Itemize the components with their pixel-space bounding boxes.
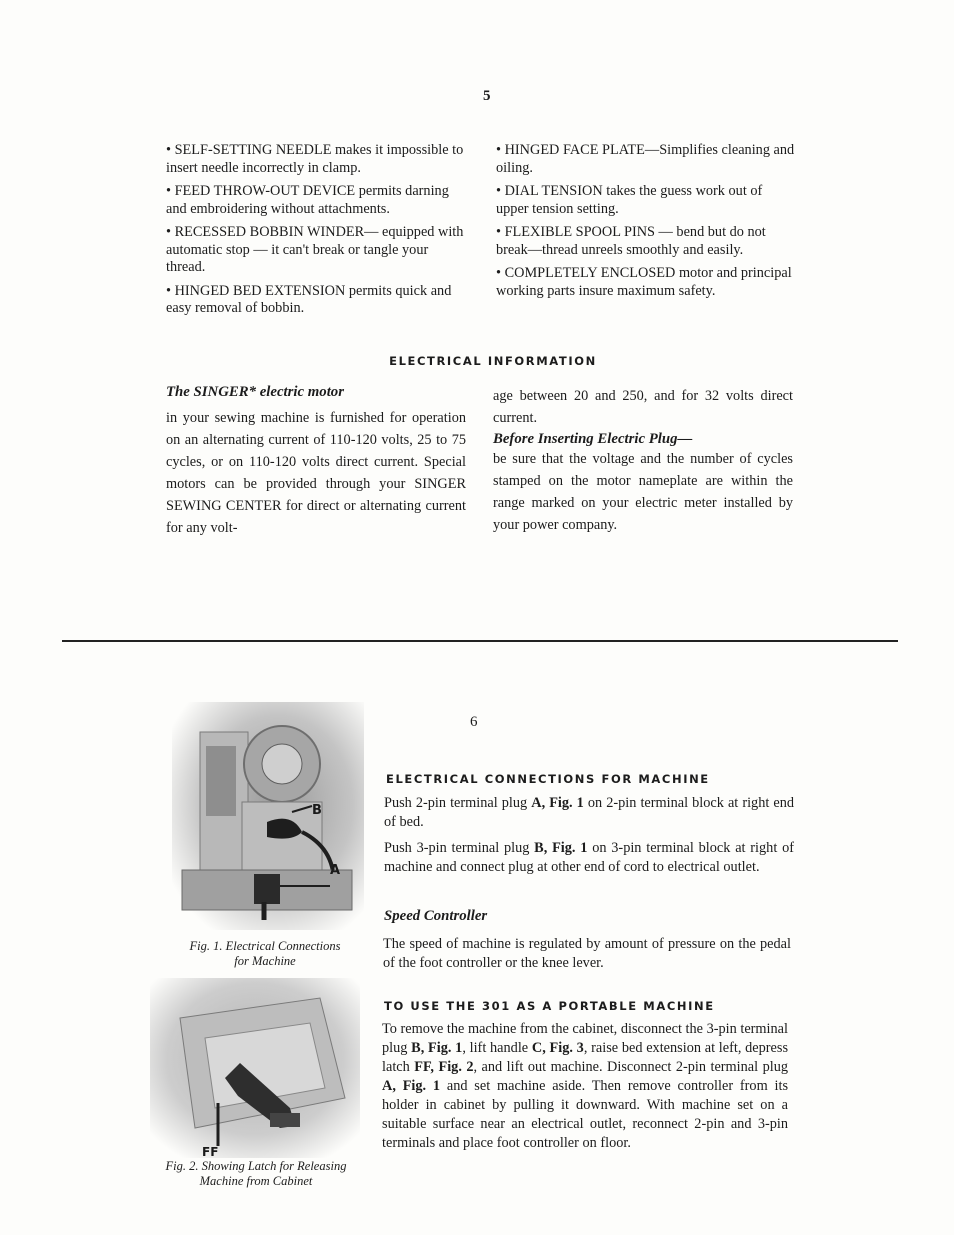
motor-subheading: The SINGER* electric motor xyxy=(166,384,344,400)
figure-1-photo xyxy=(172,702,364,930)
speed-controller-subheading: Speed Controller xyxy=(384,908,488,924)
figure-2-photo xyxy=(150,978,360,1158)
motor-text: in your sewing machine is furnished for operation on an alternating current of 110-120 volts, 25 to 75 cycles, or on 110-120 volts direct current. Special motors can be provided through your SINGER SEWING CENTER for direct or alternating current for any volt- xyxy=(166,410,466,536)
features-left-column xyxy=(166,142,468,324)
electrical-information-heading: ELECTRICAL INFORMATION xyxy=(389,354,597,368)
motor-text-continued: age between 20 and 250, and for 32 volts direct current. xyxy=(493,388,793,426)
motor-section xyxy=(166,384,466,539)
label-b: B xyxy=(312,803,322,818)
sewing-machine-illustration xyxy=(172,702,364,930)
features-right-column xyxy=(496,142,796,306)
plug-subheading: Before Inserting Electric Plug— xyxy=(493,431,693,447)
plug-text: be sure that the voltage and the number of cycles stamped on the motor nameplate are within the range marked on your electric meter installed by your power company. xyxy=(493,451,793,533)
page-number-top: 5 xyxy=(483,88,491,104)
figure-2-caption xyxy=(138,1159,374,1189)
feature-self-setting-needle: • SELF-SETTING NEEDLE makes it impossible to insert needle incorrectly in clamp. xyxy=(166,142,464,176)
figure-1-caption-line-2: for Machine xyxy=(234,954,296,968)
plug-section xyxy=(493,385,793,536)
label-ff: FF xyxy=(202,1145,219,1158)
figure-1-caption-line-1: Fig. 1. Electrical Connections xyxy=(189,939,341,953)
cabinet-latch-illustration xyxy=(150,978,360,1158)
connections-paragraph-1: Push 2-pin terminal plug A, Fig. 1 on 2-pin terminal block at right end of bed. xyxy=(384,795,795,830)
label-a: A xyxy=(330,863,341,878)
speed-controller-text: The speed of machine is regulated by amount of pressure on the pedal of the foot controller or the knee lever. xyxy=(383,936,791,971)
figure-2-caption-line-2: Machine from Cabinet xyxy=(199,1174,313,1188)
feature-dial-tension: • DIAL TENSION takes the guess work out of upper tension setting. xyxy=(496,183,763,217)
page-number-bottom: 6 xyxy=(470,714,478,730)
figure-1-caption xyxy=(150,939,380,969)
page-divider xyxy=(62,640,898,642)
portable-machine-heading: TO USE THE 301 AS A PORTABLE MACHINE xyxy=(384,999,715,1013)
electrical-connections-heading: ELECTRICAL CONNECTIONS FOR MACHINE xyxy=(386,772,710,786)
connections-paragraph-2: Push 3-pin terminal plug B, Fig. 1 on 3-pin terminal block at right of machine and connect plug at other end of cord to electrical outlet. xyxy=(384,840,794,875)
feature-bed-extension: • HINGED BED EXTENSION permits quick and easy removal of bobbin. xyxy=(166,282,452,316)
portable-machine-text: To remove the machine from the cabinet, disconnect the 3-pin terminal plug B, Fig. 1, lift handle C, Fig. 3, raise bed extension at left, depress latch FF, Fig. 2, and lift out machine. Disconnect 2-pin terminal plug A, Fig. 1 and set machine aside. Then remove controller from its holder in cabinet by pulling it downward. With machine set on a suitable surface near an electrical outlet, reconnect 2-pin and 3-pin terminals and place foot controller on floor. xyxy=(382,1021,789,1151)
feature-bobbin-winder: • RECESSED BOBBIN WINDER— equipped with automatic stop — it can't break or tangle your thread. xyxy=(166,224,464,275)
feature-enclosed-motor: • COMPLETELY ENCLOSED motor and principal working parts insure maximum safety. xyxy=(496,265,792,299)
figure-2-caption-line-1: Fig. 2. Showing Latch for Releasing xyxy=(165,1159,347,1173)
feature-face-plate: • HINGED FACE PLATE—Simplifies cleaning and oiling. xyxy=(496,142,795,176)
feature-spool-pins: • FLEXIBLE SPOOL PINS — bend but do not break—thread unreels smoothly and easily. xyxy=(496,224,766,258)
feature-feed-throw-out: • FEED THROW-OUT DEVICE permits darning and embroidering without attachments. xyxy=(166,183,449,217)
